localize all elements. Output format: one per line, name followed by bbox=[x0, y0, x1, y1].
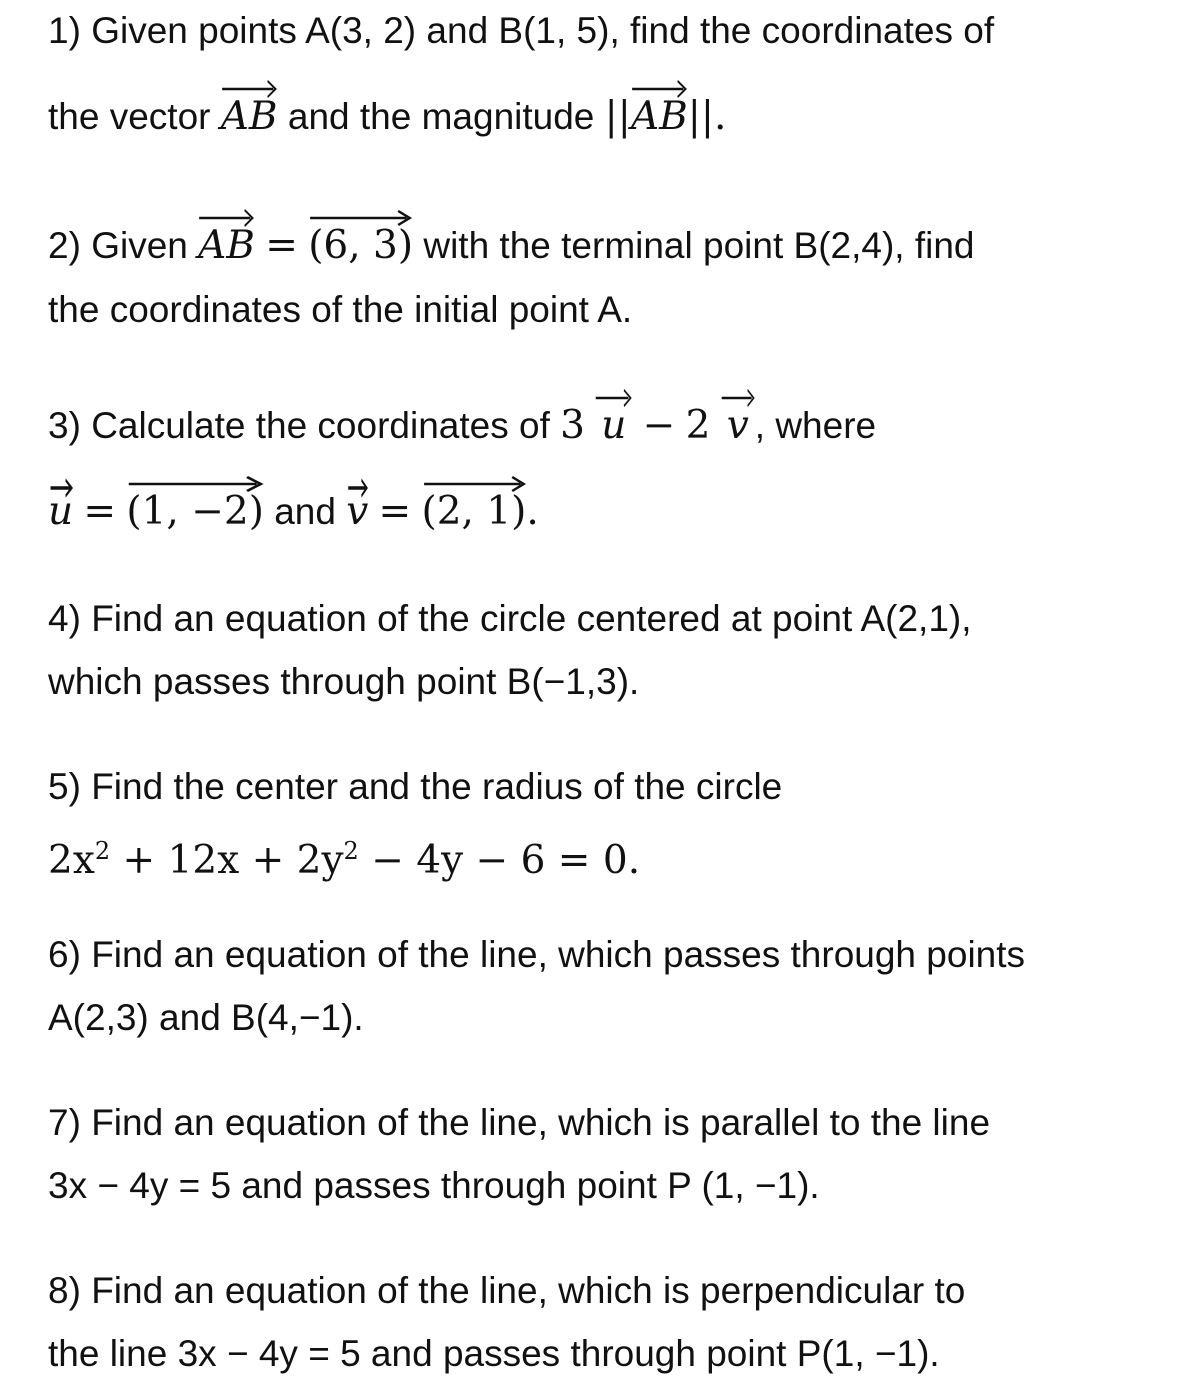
problem-8-line-1 bbox=[48, 1268, 965, 1314]
vector-v-symbol: v bbox=[346, 489, 368, 535]
vector-arrow-icon bbox=[221, 78, 278, 100]
vector-ab: AB bbox=[198, 223, 255, 269]
vector-arrow-icon bbox=[126, 473, 264, 495]
problem-4-line-1 bbox=[48, 596, 972, 642]
problem-6-text: Find an equation of the line, which passes through points bbox=[91, 934, 1026, 975]
problem-7-text-2: 3x − 4y = 5 and passes through point P (1, −1). bbox=[48, 1165, 820, 1206]
magnitude-close: ||. bbox=[687, 94, 727, 139]
problem-6-number: 6) bbox=[48, 934, 81, 975]
vector-u-symbol: u bbox=[48, 489, 73, 535]
problem-5-number: 5) bbox=[48, 766, 81, 807]
problem-sheet bbox=[48, 0, 1148, 1388]
problem-4-line-2 bbox=[48, 659, 639, 705]
problem-3-text-and: and bbox=[274, 491, 336, 532]
problem-2-text-given: Given bbox=[91, 225, 188, 266]
problem-8-text: Find an equation of the line, which is perpendicular to bbox=[91, 1270, 966, 1311]
vector-u: u bbox=[595, 403, 632, 449]
problem-5-text: Find the center and the radius of the circle bbox=[91, 766, 783, 807]
problem-1-text-vector: the vector bbox=[48, 96, 211, 137]
vector-ab-magnitude: AB bbox=[631, 94, 688, 140]
equation-exponent: 2 bbox=[94, 837, 111, 865]
problem-7-line-2 bbox=[48, 1163, 820, 1209]
problem-3-text: Calculate the coordinates of bbox=[91, 405, 550, 446]
equation-term-end: − 4y − 6 = 0. bbox=[371, 838, 641, 883]
problem-1-text: Given points A(3, 2) and B(1, 5), find the coordinates of bbox=[91, 10, 995, 51]
equals-sign: = bbox=[83, 489, 117, 534]
problem-1-line-2 bbox=[48, 94, 726, 140]
equation-exponent: 2 bbox=[343, 837, 359, 865]
equation-term-mid: + 12x + 2y bbox=[122, 838, 344, 883]
vector-arrow-icon bbox=[48, 477, 73, 499]
problem-2-line-2 bbox=[48, 287, 632, 333]
vector-v: v bbox=[721, 403, 755, 449]
problem-1-text-magnitude: and the magnitude bbox=[287, 96, 595, 137]
problem-8-text-2: the line 3x − 4y = 5 and passes through point P(1, −1). bbox=[48, 1333, 940, 1374]
problem-3-text-where: , where bbox=[754, 405, 877, 446]
problem-1-number: 1) bbox=[48, 10, 81, 51]
problem-2-number: 2) bbox=[48, 225, 81, 266]
problem-6-text-2: A(2,3) and B(4,−1). bbox=[48, 997, 364, 1038]
problem-1-line-1 bbox=[48, 8, 994, 54]
vector-arrow-icon bbox=[595, 387, 632, 409]
vector-arrow-icon bbox=[198, 207, 255, 229]
problem-4-text-2: which passes through point B(−1,3). bbox=[48, 661, 640, 702]
problem-3-number: 3) bbox=[48, 405, 81, 446]
problem-2-line-1 bbox=[48, 223, 975, 269]
problem-7-line-1 bbox=[48, 1100, 990, 1146]
equals-sign: = bbox=[378, 489, 412, 534]
vector-value-6-3: (6, 3) bbox=[308, 223, 413, 269]
vector-ab: AB bbox=[221, 94, 278, 140]
problem-6-line-1 bbox=[48, 932, 1025, 978]
problem-4-number: 4) bbox=[48, 598, 81, 639]
problem-2-text: the coordinates of the initial point A. bbox=[48, 289, 633, 330]
vector-arrow-icon bbox=[346, 477, 368, 499]
problem-5-line-1 bbox=[48, 764, 782, 810]
problem-2-text-terminal: with the terminal point B(2,4), find bbox=[423, 225, 975, 266]
problem-8-line-2 bbox=[48, 1331, 940, 1377]
problem-4-text: Find an equation of the circle centered at point A(2,1), bbox=[91, 598, 972, 639]
problem-5-equation bbox=[48, 828, 640, 884]
vector-arrow-icon bbox=[631, 78, 688, 100]
vector-arrow-icon bbox=[422, 473, 527, 495]
vector-arrow-icon bbox=[721, 387, 755, 409]
period: . bbox=[526, 489, 539, 534]
problem-7-text: Find an equation of the line, which is parallel to the line bbox=[91, 1102, 991, 1143]
problem-7-number: 7) bbox=[48, 1102, 81, 1143]
coefficient-2: 2 bbox=[685, 403, 711, 448]
vector-arrow-icon bbox=[308, 207, 413, 229]
equals-sign: = bbox=[265, 223, 298, 268]
vector-value-2-1: (2, 1) bbox=[422, 489, 527, 535]
problem-3-line-2 bbox=[48, 489, 539, 535]
problem-3-line-1 bbox=[48, 403, 876, 449]
vector-value-1-neg2: (1, −2) bbox=[126, 489, 264, 535]
equation-term-2x: 2x bbox=[48, 838, 95, 883]
minus-sign: − bbox=[642, 403, 676, 448]
problem-8-number: 8) bbox=[48, 1270, 81, 1311]
problem-6-line-2 bbox=[48, 995, 364, 1041]
magnitude-open: || bbox=[604, 94, 631, 139]
coefficient-3: 3 bbox=[560, 403, 585, 448]
